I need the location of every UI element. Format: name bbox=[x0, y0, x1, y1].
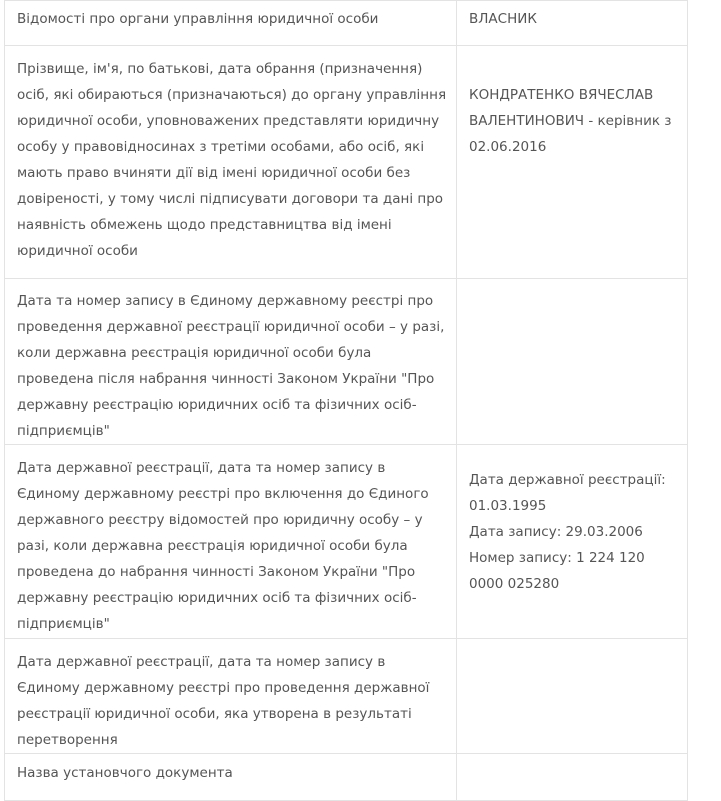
table-row bbox=[5, 639, 688, 754]
row-value: КОНДРАТЕНКО ВЯЧЕСЛАВ ВАЛЕНТИНОВИЧ - керівник з 02.06.2016 bbox=[457, 46, 688, 279]
table-row bbox=[5, 46, 688, 279]
table-row bbox=[5, 445, 688, 639]
row-label: Відомості про органи управління юридичної особи bbox=[5, 1, 457, 46]
registry-table bbox=[4, 0, 688, 801]
row-label: Дата та номер запису в Єдиному державному реєстрі про проведення державної реєстрації юридичної особи – у разі, коли державна реєстрація юридичної особи була проведена після набрання чинності Законом України "Про державну реєстрацію юридичних осіб та фізичних осіб-підприємців" bbox=[5, 279, 457, 445]
row-label: Дата державної реєстрації, дата та номер запису в Єдиному державному реєстрі про проведення державної реєстрації юридичної особи, яка утворена в результаті перетворення bbox=[5, 639, 457, 754]
record-number: Номер запису: 1 224 120 0000 025280 bbox=[469, 550, 645, 592]
row-value bbox=[457, 445, 688, 639]
table-row bbox=[5, 1, 688, 46]
row-value bbox=[457, 754, 688, 801]
row-label: Прізвище, ім'я, по батькові, дата обрання (призначення) осіб, які обираються (призначаються) до органу управління юридичної особи, уповноважених представляти юридичну особу у правовідносинах з третіми особами, або осіб, які мають право вчиняти дії від імені юридичної особи без довіреності, у тому числі підписувати договори та дані про наявність обмежень щодо представництва від імені юридичної особи bbox=[5, 46, 457, 279]
row-value bbox=[457, 639, 688, 754]
row-label: Назва установчого документа bbox=[5, 754, 457, 801]
row-label: Дата державної реєстрації, дата та номер запису в Єдиному державному реєстрі про включення до Єдиного державного реєстру відомостей про юридичну особу – у разі, коли державна реєстрація юридичної особи була проведена до набрання чинності Законом України "Про державну реєстрацію юридичних осіб та фізичних осіб-підприємців" bbox=[5, 445, 457, 639]
row-value: ВЛАСНИК bbox=[457, 1, 688, 46]
table-row bbox=[5, 279, 688, 445]
registration-date: Дата державної реєстрації: 01.03.1995 bbox=[469, 472, 666, 514]
row-value bbox=[457, 279, 688, 445]
record-date: Дата запису: 29.03.2006 bbox=[469, 524, 643, 540]
table-row bbox=[5, 754, 688, 801]
